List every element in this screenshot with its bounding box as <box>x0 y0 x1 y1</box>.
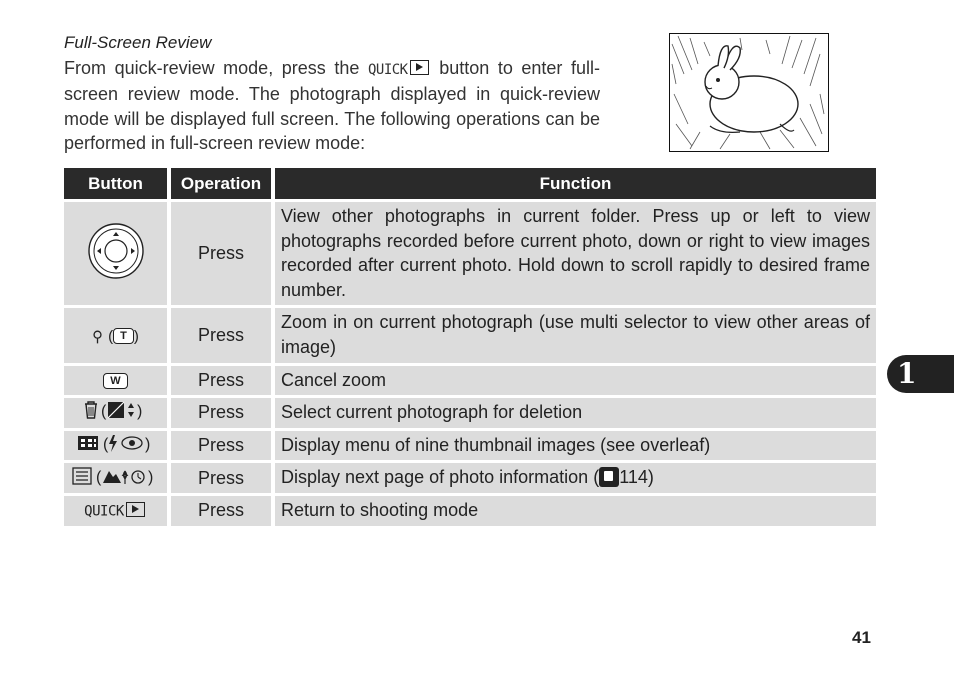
info-mode-keys <box>64 460 167 493</box>
svg-text:): ) <box>136 403 142 421</box>
svg-text:): ) <box>144 436 150 454</box>
function-cell: Display menu of nine thumbnail images (see overleaf) <box>271 428 876 461</box>
thumbnail-icon <box>76 432 156 454</box>
table-row <box>64 363 876 396</box>
operation-cell: Press <box>167 428 271 461</box>
zoom-magnifier-icon: ⚲ <box>92 328 104 346</box>
table-row <box>64 305 876 362</box>
QUICK-play-key <box>64 493 167 526</box>
trash-exposure-comp-keys <box>64 395 167 428</box>
page-reference: 114) <box>619 467 654 488</box>
intro-text-after: button to enter full-screen review mode. The photograph displayed in quick-review mode will be displayed full screen. The following operations can be performed in full-screen review mode: <box>64 58 601 154</box>
play-icon <box>126 502 145 517</box>
reference-book-icon <box>599 467 619 487</box>
svg-text:): ) <box>147 468 153 486</box>
operation-cell: Press <box>167 305 271 362</box>
function-cell: Return to shooting mode <box>271 493 876 526</box>
play-icon <box>410 60 429 75</box>
table-row <box>64 199 876 305</box>
function-cell: Zoom in on current photograph (use multi selector to view other areas of image) <box>271 305 876 362</box>
rabbit-illustration <box>669 33 829 152</box>
header-function: Function <box>271 168 876 199</box>
header-button: Button <box>64 168 167 199</box>
function-cell <box>271 460 876 493</box>
intro-paragraph <box>64 56 600 156</box>
function-text: Display next page of photo information ( <box>281 467 600 488</box>
trash-icon <box>81 399 151 421</box>
table-row <box>64 428 876 461</box>
thumbnail-flash-keys <box>64 428 167 461</box>
operation-cell: Press <box>167 199 271 305</box>
W-key-icon: W <box>103 373 127 389</box>
info-display-icon <box>71 465 161 487</box>
page-number: 41 <box>852 628 871 647</box>
quick-key-label: QUICK <box>84 503 124 520</box>
svg-text:(: ( <box>100 403 106 421</box>
multi-selector-icon <box>64 199 167 305</box>
chapter-tab <box>887 355 954 393</box>
intro-text-before: From quick-review mode, press the <box>64 58 368 78</box>
operation-cell: Press <box>167 395 271 428</box>
svg-text:(: ( <box>95 468 101 486</box>
operation-cell: Press <box>167 363 271 396</box>
function-cell: Cancel zoom <box>271 363 876 396</box>
operation-cell: Press <box>167 460 271 493</box>
section-heading: Full-Screen Review <box>64 33 212 52</box>
T-key-icon: T <box>113 328 134 344</box>
operation-cell: Press <box>167 493 271 526</box>
svg-text:(: ( <box>102 436 108 454</box>
zoom-in-T-key: ⚲ ( T ) <box>64 305 167 362</box>
header-operation: Operation <box>167 168 271 199</box>
chapter-number: 1 <box>897 357 917 390</box>
table-row <box>64 395 876 428</box>
W-key <box>64 363 167 396</box>
operations-table <box>64 168 876 526</box>
quick-label: QUICK <box>367 62 408 78</box>
function-cell: View other photographs in current folder. Press up or left to view photographs recorded before current photo, down or right to view images recorded after current photo. Hold down to scroll rapidly to desired frame number. <box>271 199 876 305</box>
function-cell: Select current photograph for deletion <box>271 395 876 428</box>
table-row <box>64 493 876 526</box>
table-row <box>64 460 876 493</box>
